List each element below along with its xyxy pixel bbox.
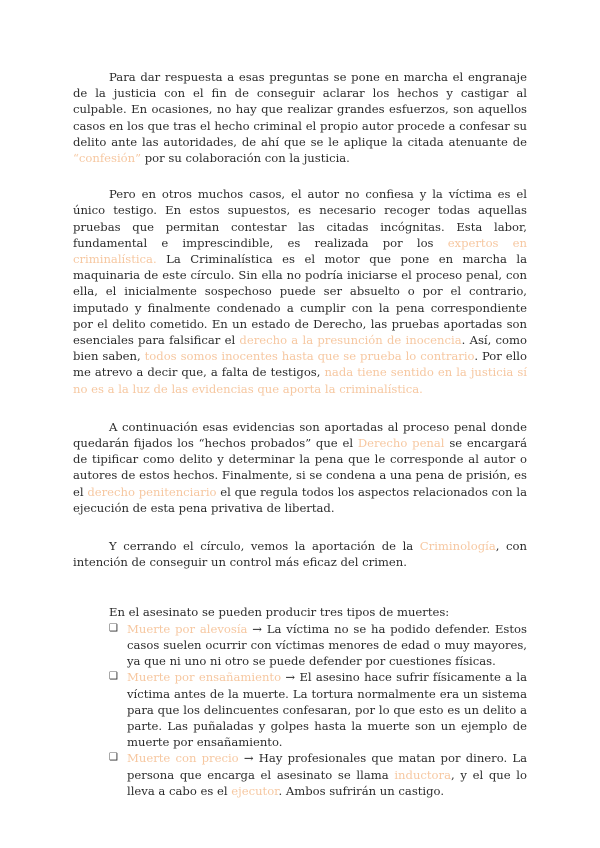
text: . Por ello me atrevo a decir que, a falta de testigos, (73, 349, 527, 380)
text: , con intención de conseguir un control más eficaz del crimen. (73, 539, 527, 570)
document-page (73, 69, 527, 799)
text: . Así, como bien saben, (73, 333, 527, 364)
list-item: ❑ Muerte con precio → Hay profesionales que matan por dinero. La persona que encarga el asesinato se llama inductora, y el que lo lleva a cabo es el ejecutor. Ambos sufrirán un castigo. (109, 751, 528, 798)
paragraph-confession (73, 69, 527, 166)
text: Y cerrando el círculo, vemos la aportación de la (109, 539, 420, 554)
highlight-evidencias: nada tiene sentido en la justicia sí no es a la luz de las evidencias que aporta la criminalística. (73, 365, 527, 396)
death-types-list (73, 621, 527, 799)
highlight-inductora: inductora (394, 767, 451, 782)
text: A continuación esas evidencias son aportadas al proceso penal donde quedarán fijados los “hechos probados” que el (73, 419, 527, 451)
arrow-icon: → (281, 670, 300, 685)
paragraph-criminalistics (73, 186, 527, 397)
checkbox-bullet-icon: ❑ (109, 622, 118, 634)
highlight-inocentes: todos somos inocentes hasta que se prueba lo contrario (144, 349, 475, 364)
highlight-criminologia: Criminología (419, 539, 496, 554)
arrow-icon: → (247, 621, 267, 636)
text: La Criminalística es el motor que pone en marcha la maquinaria de este círculo. Sin ella no podría iniciarse el proceso penal, con ella, el inicialmente sospechoso puede ser absuelto o por el contrario, imputado y finalmente condenado a cumplir con la pena correspondiente por el delito cometido. En un estado de Derecho, las pruebas aportadas son esenciales para falsificar el (73, 252, 527, 348)
text: se encargará de tipificar como delito y determinar la pena que le corresponde al autor o autores de estos hechos. Finalmente, si se condena a una pena de prisión, es el (73, 436, 527, 499)
text: Pero en otros muchos casos, el autor no confiesa y la víctima es el único testigo. En estos supuestos, es necesario recoger todas aquellas pruebas que permitan contestar las citadas incógnitas. Esta labor, fundamental e imprescindible, es realizada por los (73, 187, 527, 250)
checkbox-bullet-icon: ❑ (109, 671, 118, 683)
term-ensanamiento: Muerte por ensañamiento (127, 670, 282, 685)
text: el que regula todos los aspectos relacionados con la ejecución de esta pena privativa de libertad. (73, 484, 527, 515)
text: Para dar respuesta a esas preguntas se pone en marcha el engranaje de la justicia con el fin de conseguir aclarar los hechos y castigar al culpable. En ocasiones, no hay que realizar grandes esfuerzos, son aquellos casos en los que tras el hecho criminal el propio autor procede a confesar su delito ante las autoridades, de ahí que se le aplique la citada atenuante de (73, 70, 527, 149)
highlight-confesion: “confesión” (73, 151, 142, 166)
list-item: ❑ Muerte por alevosía → La víctima no se ha podido defender. Estos casos suelen ocurrir con víctimas menores de edad o muy mayores, ya que ni uno ni otro se puede defender por cuestiones físicas. (109, 621, 527, 669)
highlight-derecho-penitenciario: derecho penitenciario (87, 484, 217, 499)
highlight-presuncion: derecho a la presunción de inocencia (239, 333, 462, 348)
checkbox-bullet-icon: ❑ (109, 752, 118, 764)
arrow-icon: → (238, 751, 259, 766)
highlight-expertos: expertos en criminalística. (73, 235, 528, 267)
highlight-derecho-penal: Derecho penal (357, 436, 445, 451)
list-item: ❑ Muerte por ensañamiento → El asesino hace sufrir físicamente a la víctima antes de la muerte. La tortura normalmente era un sistema para que los delincuentes confesaran, por lo que esto es un delito a parte. Las puñaladas y golpes hasta la muerte son un ejemplo de muerte por ensañamiento. (109, 670, 527, 750)
text: por su colaboración con la justicia. (141, 151, 350, 166)
term-alevosia: Muerte por alevosía (127, 621, 248, 636)
term-precio: Muerte con precio (127, 751, 239, 766)
list-intro: En el asesinato se pueden producir tres tipos de muertes: (109, 605, 450, 620)
highlight-ejecutor: ejecutor (231, 783, 279, 798)
paragraph-criminology (73, 538, 527, 570)
paragraph-criminal-law (73, 419, 527, 516)
